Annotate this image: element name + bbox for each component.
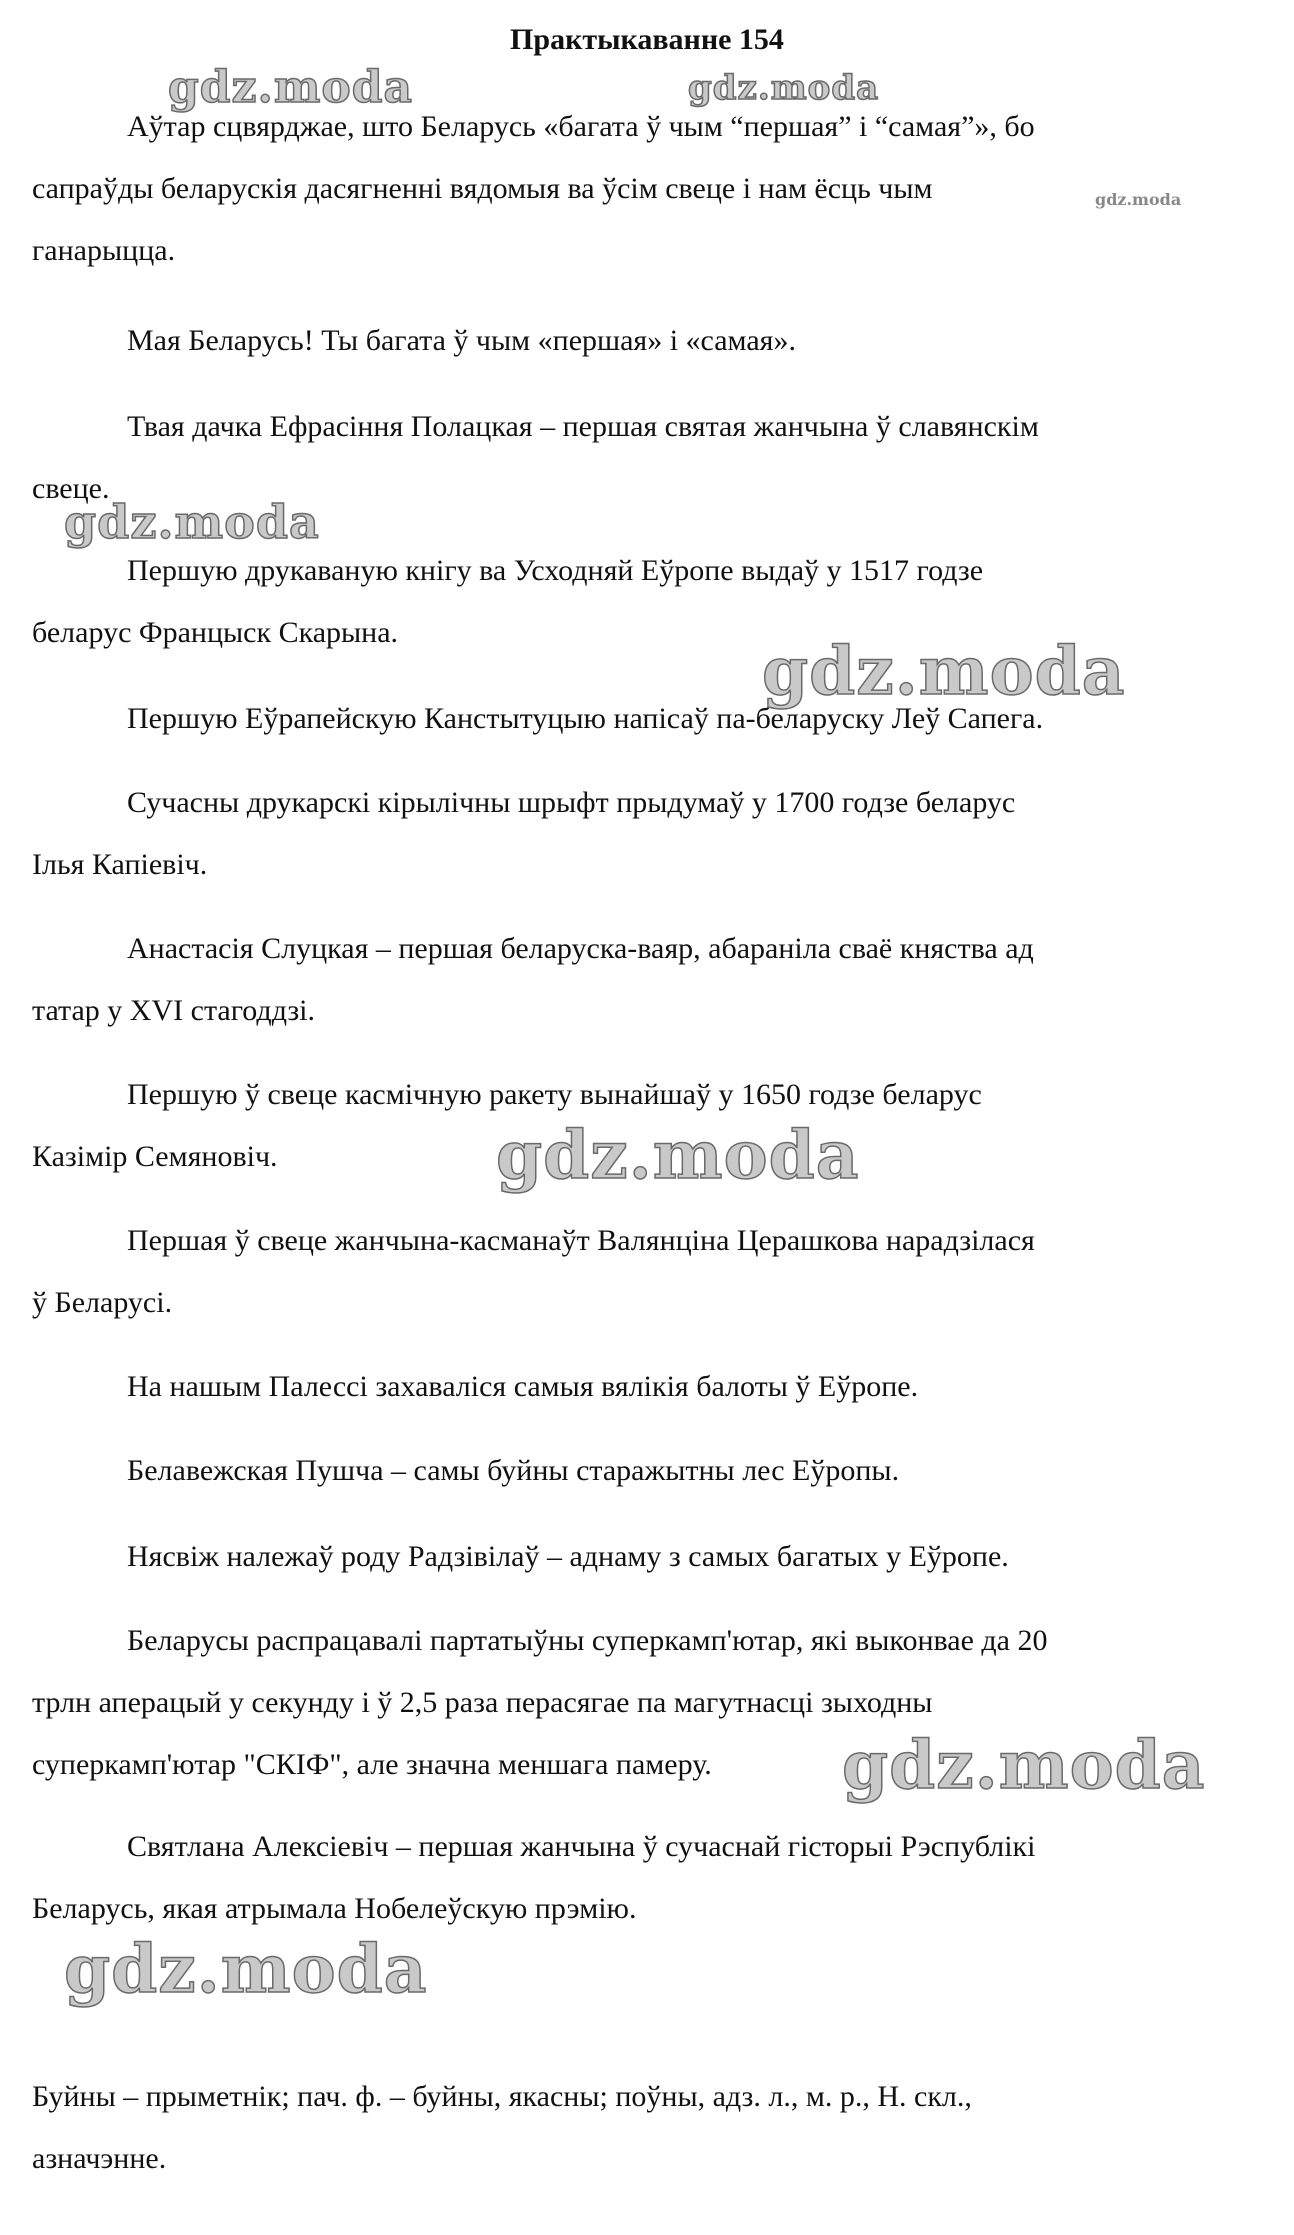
text-line: Нясвіж належаў роду Радзівілаў – аднаму з самых багатых у Еўропе. [127,1540,1009,1573]
text-line: Мая Беларусь! Ты багата ў чым «першая» і «самая». [127,324,796,357]
paragraph-13 [32,1610,1232,1796]
text-line: беларус Францыск Скарына. [32,616,399,649]
paragraph-2 [32,310,1232,372]
paragraph-5 [32,688,1232,750]
text-line: Анастасія Слуцкая – першая беларуска-ваяр, абараніла сваё княства ад [127,932,1034,965]
text-line: суперкамп'ютар "СКІФ", але значна меншага памеру. [32,1748,712,1781]
watermark-logo: gdz.moda [64,1930,428,2008]
text-line: Першую Еўрапейскую Канстытуцыю напісаў па-беларуску Леў Сапега. [127,702,1044,735]
text-line: трлн аперацый у секунду і ў 2,5 раза перасягае па магутнасці зыходны [32,1686,933,1719]
text-line: Першая ў свеце жанчына-касманаўт Валянціна Церашкова нарадзілася [127,1224,1035,1257]
word-analysis [32,2066,1232,2190]
paragraph-6 [32,772,1232,896]
text-line: Беларусь, якая атрымала Нобелеўскую прэмію. [32,1892,637,1925]
watermark-logo: gdz.moda [168,62,414,113]
text-line: Буйны – прыметнік; пач. ф. – буйны, якасны; поўны, адз. л., м. р., Н. скл., [32,2080,972,2113]
text-line: Першую друкаваную кнігу ва Усходняй Еўропе выдаў у 1517 годзе [127,554,984,587]
paragraph-14 [32,1816,1232,1940]
text-line: азначэнне. [32,2142,167,2175]
paragraph-11 [32,1440,1232,1502]
text-line: Беларусы распрацавалі партатыўны суперкамп'ютар, які выконвае да 20 [127,1624,1048,1657]
page-title: Практыкаванне 154 [510,23,784,56]
paragraph-8 [32,1064,1232,1188]
paragraph-1 [32,96,1232,282]
text-line: Казімір Семяновіч. [32,1140,278,1173]
text-line: Першую ў свеце касмічную ракету вынайшаў у 1650 годзе беларус [127,1078,982,1111]
watermark-logo: gdz.moda [64,495,320,549]
text-line: Твая дачка Ефрасіння Полацкая – першая святая жанчына ў славянскім [127,410,1039,443]
text-line: сапраўды беларускія дасягненні вядомыя ва ўсім свеце і нам ёсць чым [32,172,933,205]
watermark-logo: gdz.moda [762,632,1126,710]
text-line: На нашым Палессі захаваліся самыя вялікія балоты ў Еўропе. [127,1370,919,1403]
text-line: Белавежская Пушча – самы буйны старажытны лес Еўропы. [127,1454,900,1487]
watermark-logo: gdz.moda [842,1726,1206,1804]
paragraph-9 [32,1210,1232,1334]
text-line: свеце. [32,472,110,505]
text-line: Ілья Капіевіч. [32,848,208,881]
text-line: Аўтар сцвярджае, што Беларусь «багата ў чым “першая” і “самая”», бо [127,110,1035,143]
text-line: Сучасны друкарскі кірылічны шрыфт прыдумаў у 1700 годзе беларус [127,786,1016,819]
watermark-logo: gdz.moda [1095,190,1182,209]
text-line: татар у XVI стагоддзі. [32,994,316,1027]
paragraph-4 [32,540,1232,664]
text-line: ганарыцца. [32,234,176,267]
text-line: ў Беларусі. [32,1286,173,1319]
text-line: Святлана Алексіевіч – першая жанчына ў сучаснай гісторыі Рэспублікі [127,1830,1036,1863]
paragraph-12 [32,1526,1232,1588]
paragraph-10 [32,1356,1232,1418]
paragraph-3 [32,396,1232,520]
watermark-logo: gdz.moda [688,68,880,108]
paragraph-7 [32,918,1232,1042]
watermark-logo: gdz.moda [496,1116,860,1194]
